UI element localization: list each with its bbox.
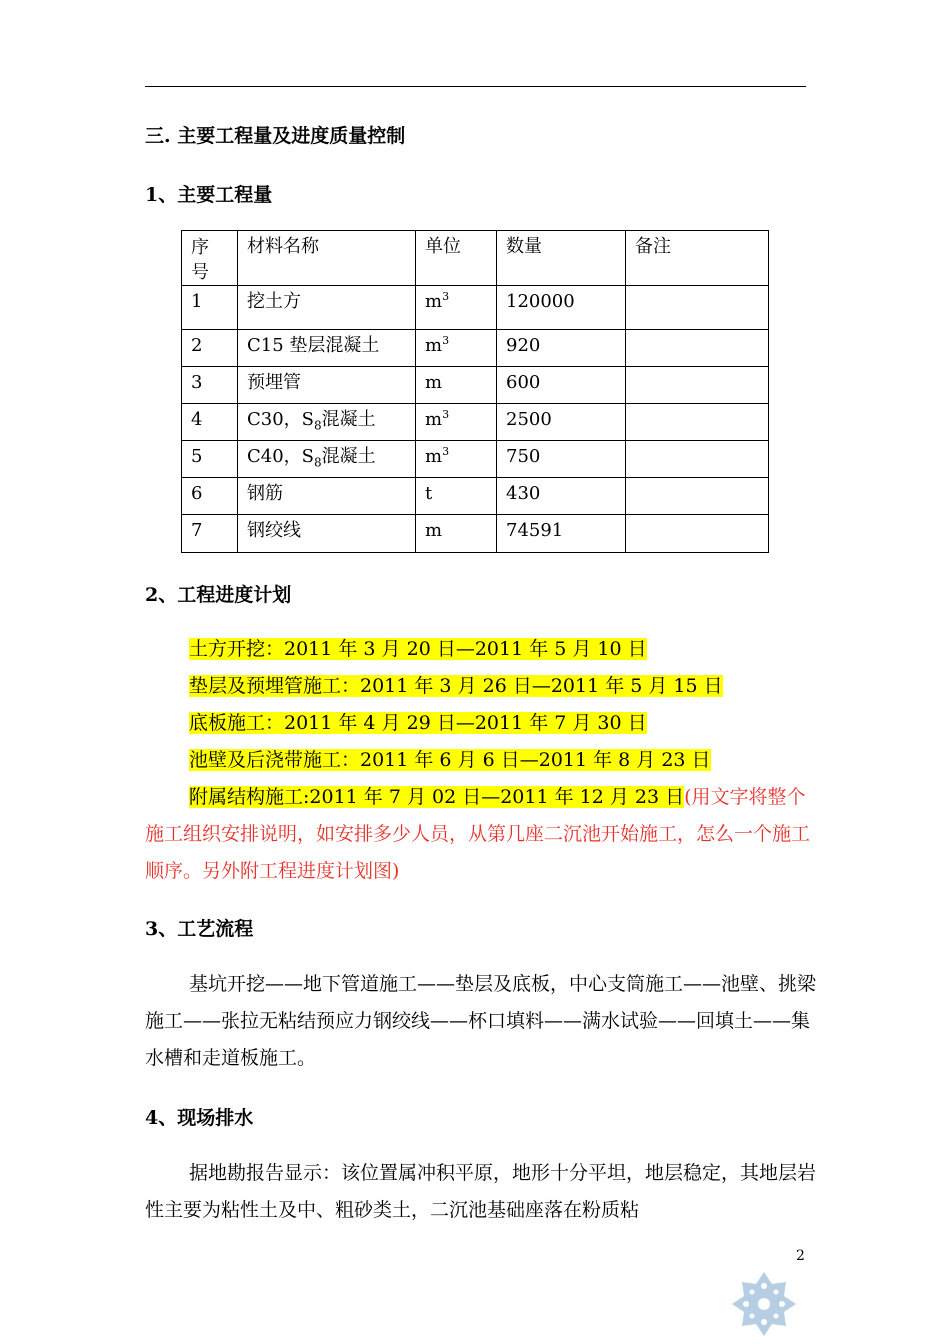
cell-no: 7 (182, 515, 238, 553)
cell-name: C30，$S_8$混凝土 (238, 404, 416, 441)
section-title-quantities: 1、主要工程量 (145, 184, 273, 206)
cell-qty: 74591 (497, 515, 626, 553)
schedule-last-with-comment: 附属结构施工:2011 年 7 月 02 日—2011 年 12 月 23 日(用文字将整个施工组织安排说明，如安排多少人员，从第几座二沉池开始施工，怎么一个施工顺序。另外附工程进度计划图) (145, 786, 811, 882)
schedule-item: 池壁及后浇带施工：2011 年 6 月 6 日—2011 年 8 月 23 日 (189, 749, 711, 771)
table-row (182, 330, 769, 367)
cell-name: 预埋管 (238, 367, 416, 404)
page-number: 2 (796, 1248, 805, 1264)
section-title-process: 3、工艺流程 (145, 918, 254, 940)
cell-qty: 120000 (497, 286, 626, 330)
cell-no: 4 (182, 404, 238, 441)
section-title-main: 三. 主要工程量及进度质量控制 (145, 125, 406, 147)
header-cell-note: 备注 (626, 231, 769, 286)
cell-unit: t (416, 478, 497, 515)
cell-qty: 430 (497, 478, 626, 515)
section-title-drainage: 4、现场排水 (145, 1107, 254, 1129)
cell-no: 3 (182, 367, 238, 404)
cell-name: 钢筋 (238, 478, 416, 515)
cell-qty: 2500 (497, 404, 626, 441)
cell-no: 2 (182, 330, 238, 367)
schedule-item: 土方开挖：2011 年 3 月 20 日—2011 年 5 月 10 日 (189, 638, 647, 660)
header-rule (145, 86, 806, 87)
header-cell-name: 材料名称 (238, 231, 416, 286)
cell-name: 钢绞线 (238, 515, 416, 553)
drainage-paragraph: 据地勘报告显示：该位置属冲积平原，地形十分平坦，地层稳定，其地层岩性主要为粘性土及中、粗砂类土，二沉池基础座落在粉质粘 (145, 1162, 817, 1221)
table-row (182, 515, 769, 553)
cell-unit: $m^3$ (416, 404, 497, 441)
table-row (182, 404, 769, 441)
cell-no: 5 (182, 441, 238, 478)
cell-qty: 750 (497, 441, 626, 478)
cell-unit: $m^3$ (416, 330, 497, 367)
cell-unit: $m^3$ (416, 441, 497, 478)
cell-name: 挖土方 (238, 286, 416, 330)
cell-unit: m (416, 367, 497, 404)
schedule-item: 垫层及预埋管施工：2011 年 3 月 26 日—2011 年 5 月 15 日 (189, 675, 723, 697)
cell-qty: 920 (497, 330, 626, 367)
table-row (182, 286, 769, 330)
cell-note (626, 478, 769, 515)
cell-note (626, 515, 769, 553)
cell-qty: 600 (497, 367, 626, 404)
process-paragraph: 基坑开挖——地下管道施工——垫层及底板，中心支筒施工——池壁、挑梁施工——张拉无粘结预应力钢绞线——杯口填料——满水试验——回填土——集水槽和走道板施工。 (145, 973, 817, 1069)
cell-unit: m (416, 515, 497, 553)
snowflake-watermark-icon (728, 1268, 800, 1340)
cell-note (626, 330, 769, 367)
section-title-schedule: 2、工程进度计划 (145, 584, 292, 606)
cell-note (626, 404, 769, 441)
schedule-item: 底板施工：2011 年 4 月 29 日—2011 年 7 月 30 日 (189, 712, 647, 734)
header-cell-no: 序号 (182, 231, 238, 286)
table-row (182, 478, 769, 515)
cell-note (626, 441, 769, 478)
cell-name: C40，$S_8$混凝土 (238, 441, 416, 478)
table-row (182, 367, 769, 404)
table-row (182, 441, 769, 478)
header-cell-qty: 数量 (497, 231, 626, 286)
quantity-table (181, 230, 769, 553)
cell-name: C15 垫层混凝土 (238, 330, 416, 367)
cell-no: 6 (182, 478, 238, 515)
cell-unit: $m^3$ (416, 286, 497, 330)
table-header-row (182, 231, 769, 286)
header-cell-unit: 单位 (416, 231, 497, 286)
cell-no: 1 (182, 286, 238, 330)
cell-note (626, 367, 769, 404)
cell-note (626, 286, 769, 330)
